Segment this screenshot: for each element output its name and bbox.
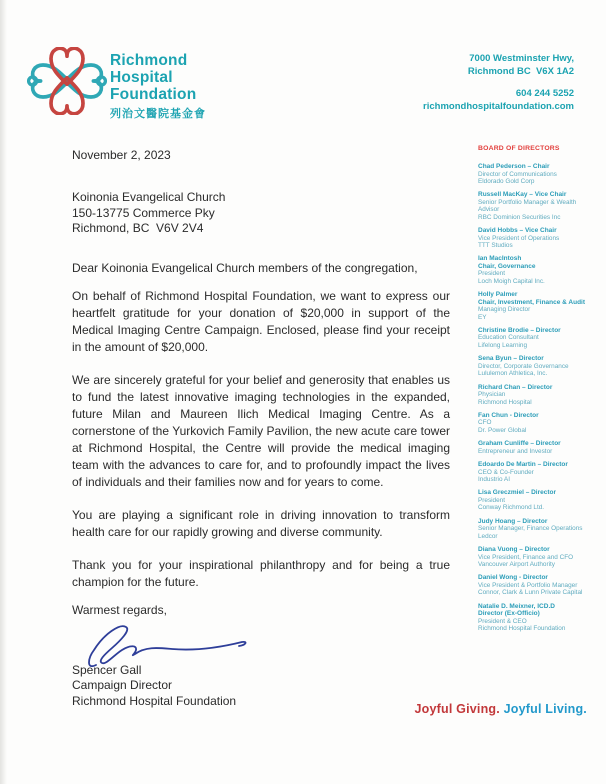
member-name: Christine Brodie – Director xyxy=(478,326,561,334)
phone-number: 604 244 5252 xyxy=(515,88,574,99)
board-of-directors-sidebar xyxy=(478,145,598,639)
member-role: Director (Ex-Officio) xyxy=(478,610,540,618)
logo-line-3: Foundation xyxy=(110,86,197,103)
member-name: Lisa Greczmiel – Director xyxy=(478,489,557,497)
board-member: Russell MacKay – Vice Chair Senior Portfolio Manager & Wealth Advisor RBC Dominion Securities Inc xyxy=(478,191,598,221)
footer-tagline xyxy=(414,702,587,716)
closing-line: Warmest regards, xyxy=(72,602,167,617)
board-member: Richard Chan – Director Physician Richmond Hospital xyxy=(478,384,598,406)
board-member: David Hobbs – Vice Chair Vice President of Operations TTT Studios xyxy=(478,227,598,249)
member-name: Ian MacIntosh xyxy=(478,255,522,263)
recipient-name: Koinonia Evangelical Church xyxy=(72,190,226,204)
board-member: Christine Brodie – Director Education Consultant Lifelong Learning xyxy=(478,327,598,349)
board-member: Lisa Greczmiel – Director President Conway Richmond Ltd. xyxy=(478,489,598,511)
member-name: Sena Byun – Director xyxy=(478,355,544,363)
handwritten-signature xyxy=(76,621,251,667)
board-member: Ian MacIntosh Chair, Governance President Loch Moigh Capital Inc. xyxy=(478,255,598,285)
board-member: Natalie D. Meixner, ICD.D Director (Ex-Officio) President & CEO Richmond Hospital Foundation xyxy=(478,603,598,633)
board-member: Diana Vuong – Director Vice President, Finance and CFO Vancouver Airport Authority xyxy=(478,546,598,568)
board-member: Graham Cunliffe – Director Entrepreneur and Investor xyxy=(478,440,598,455)
member-name: Russell MacKay – Vice Chair xyxy=(478,191,567,199)
board-member: Edoardo De Martin – Director CEO & Co-Founder Industrio AI xyxy=(478,461,598,483)
letter-date: November 2, 2023 xyxy=(72,148,171,162)
member-name: Fan Chun - Director xyxy=(478,411,539,419)
member-role: Chair, Investment, Finance & Audit xyxy=(478,298,586,306)
salutation: Dear Koinonia Evangelical Church members of the congregation, xyxy=(72,260,418,275)
recipient-address xyxy=(72,190,450,237)
signer-org: Richmond Hospital Foundation xyxy=(72,693,237,708)
foundation-knot-logo-icon xyxy=(27,47,107,115)
member-name: Daniel Wong - Director xyxy=(478,574,548,582)
member-name: Natalie D. Meixner, ICD.D xyxy=(478,602,555,610)
signer-name: Spencer Gall xyxy=(72,662,142,677)
contact-block xyxy=(423,52,574,113)
member-name: Graham Cunliffe – Director xyxy=(478,440,561,448)
paragraph-4: Thank you for your inspirational philanthropy and for being a true champion for the future. xyxy=(72,557,450,589)
member-name: Holly Palmer xyxy=(478,291,518,299)
signature-block xyxy=(72,663,450,710)
board-member: Holly Palmer Chair, Investment, Finance & Audit Managing Director EY xyxy=(478,291,598,321)
paragraph-1: On behalf of Richmond Hospital Foundation, we want to express our heartfelt gratitude for your donation of $20,000 in support of the Medical Imaging Centre Campaign. Enclosed, please find your receipt in the amount of $20,000. xyxy=(72,288,450,354)
board-member: Sena Byun – Director Director, Corporate Governance Lululemon Athletica, Inc. xyxy=(478,355,598,377)
member-name: David Hobbs – Vice Chair xyxy=(478,227,557,235)
board-member: Chad Pederson – Chair Director of Communications Eldorado Gold Corp xyxy=(478,163,598,185)
logo-line-1: Richmond xyxy=(110,52,188,69)
board-member: Fan Chun - Director CFO Dr. Power Global xyxy=(478,412,598,434)
member-role: Chair, Governance xyxy=(478,262,536,270)
member-name: Chad Pederson – Chair xyxy=(478,163,550,170)
address-line-2: Richmond BC V6X 1A2 xyxy=(467,66,574,77)
paragraph-3: You are playing a significant role in driving innovation to transform health care for our rapidly growing and diverse community. xyxy=(72,507,450,539)
letter-body xyxy=(72,148,450,709)
board-title: BOARD OF DIRECTORS xyxy=(478,145,560,152)
board-member: Judy Hoang – Director Senior Manager, Finance Operations Ledcor xyxy=(478,518,598,540)
tagline-living: Joyful Living. xyxy=(503,702,587,716)
foundation-wordmark xyxy=(110,52,206,123)
member-name: Diana Vuong – Director xyxy=(478,546,550,554)
signer-title: Campaign Director xyxy=(72,678,173,692)
address-line-1: 7000 Westminster Hwy, xyxy=(469,53,574,64)
member-name: Edoardo De Martin – Director xyxy=(478,461,568,469)
board-member: Daniel Wong - Director Vice President & Portfolio Manager Connor, Clark & Lunn Private Capital xyxy=(478,574,598,596)
recipient-street: 150-13775 Commerce Pky xyxy=(72,205,215,220)
website-url: richmondhospitalfoundation.com xyxy=(423,101,574,112)
member-name: Richard Chan – Director xyxy=(478,383,553,391)
recipient-city: Richmond, BC V6V 2V4 xyxy=(72,221,204,235)
logo-line-2: Hospital xyxy=(110,69,173,86)
scan-edge-shadow xyxy=(0,0,7,784)
paragraph-2: We are sincerely grateful for your belief and generosity that enables us to fund the latest innovative imaging technologies in the expanded, future Milan and Maureen Ilich Medical Imaging Centre. As a cornerstone of the Yurkovich Family Pavilion, the new acute care tower at Richmond Hospital, the Centre will provide the medical imaging team with the advances to care for, and to profoundly impact the lives of individuals and their families now and for years to come. xyxy=(72,372,450,489)
member-name: Judy Hoang – Director xyxy=(478,517,548,525)
logo-chinese-name: 列治文醫院基金會 xyxy=(110,108,206,120)
tagline-giving: Joyful Giving. xyxy=(414,702,500,716)
